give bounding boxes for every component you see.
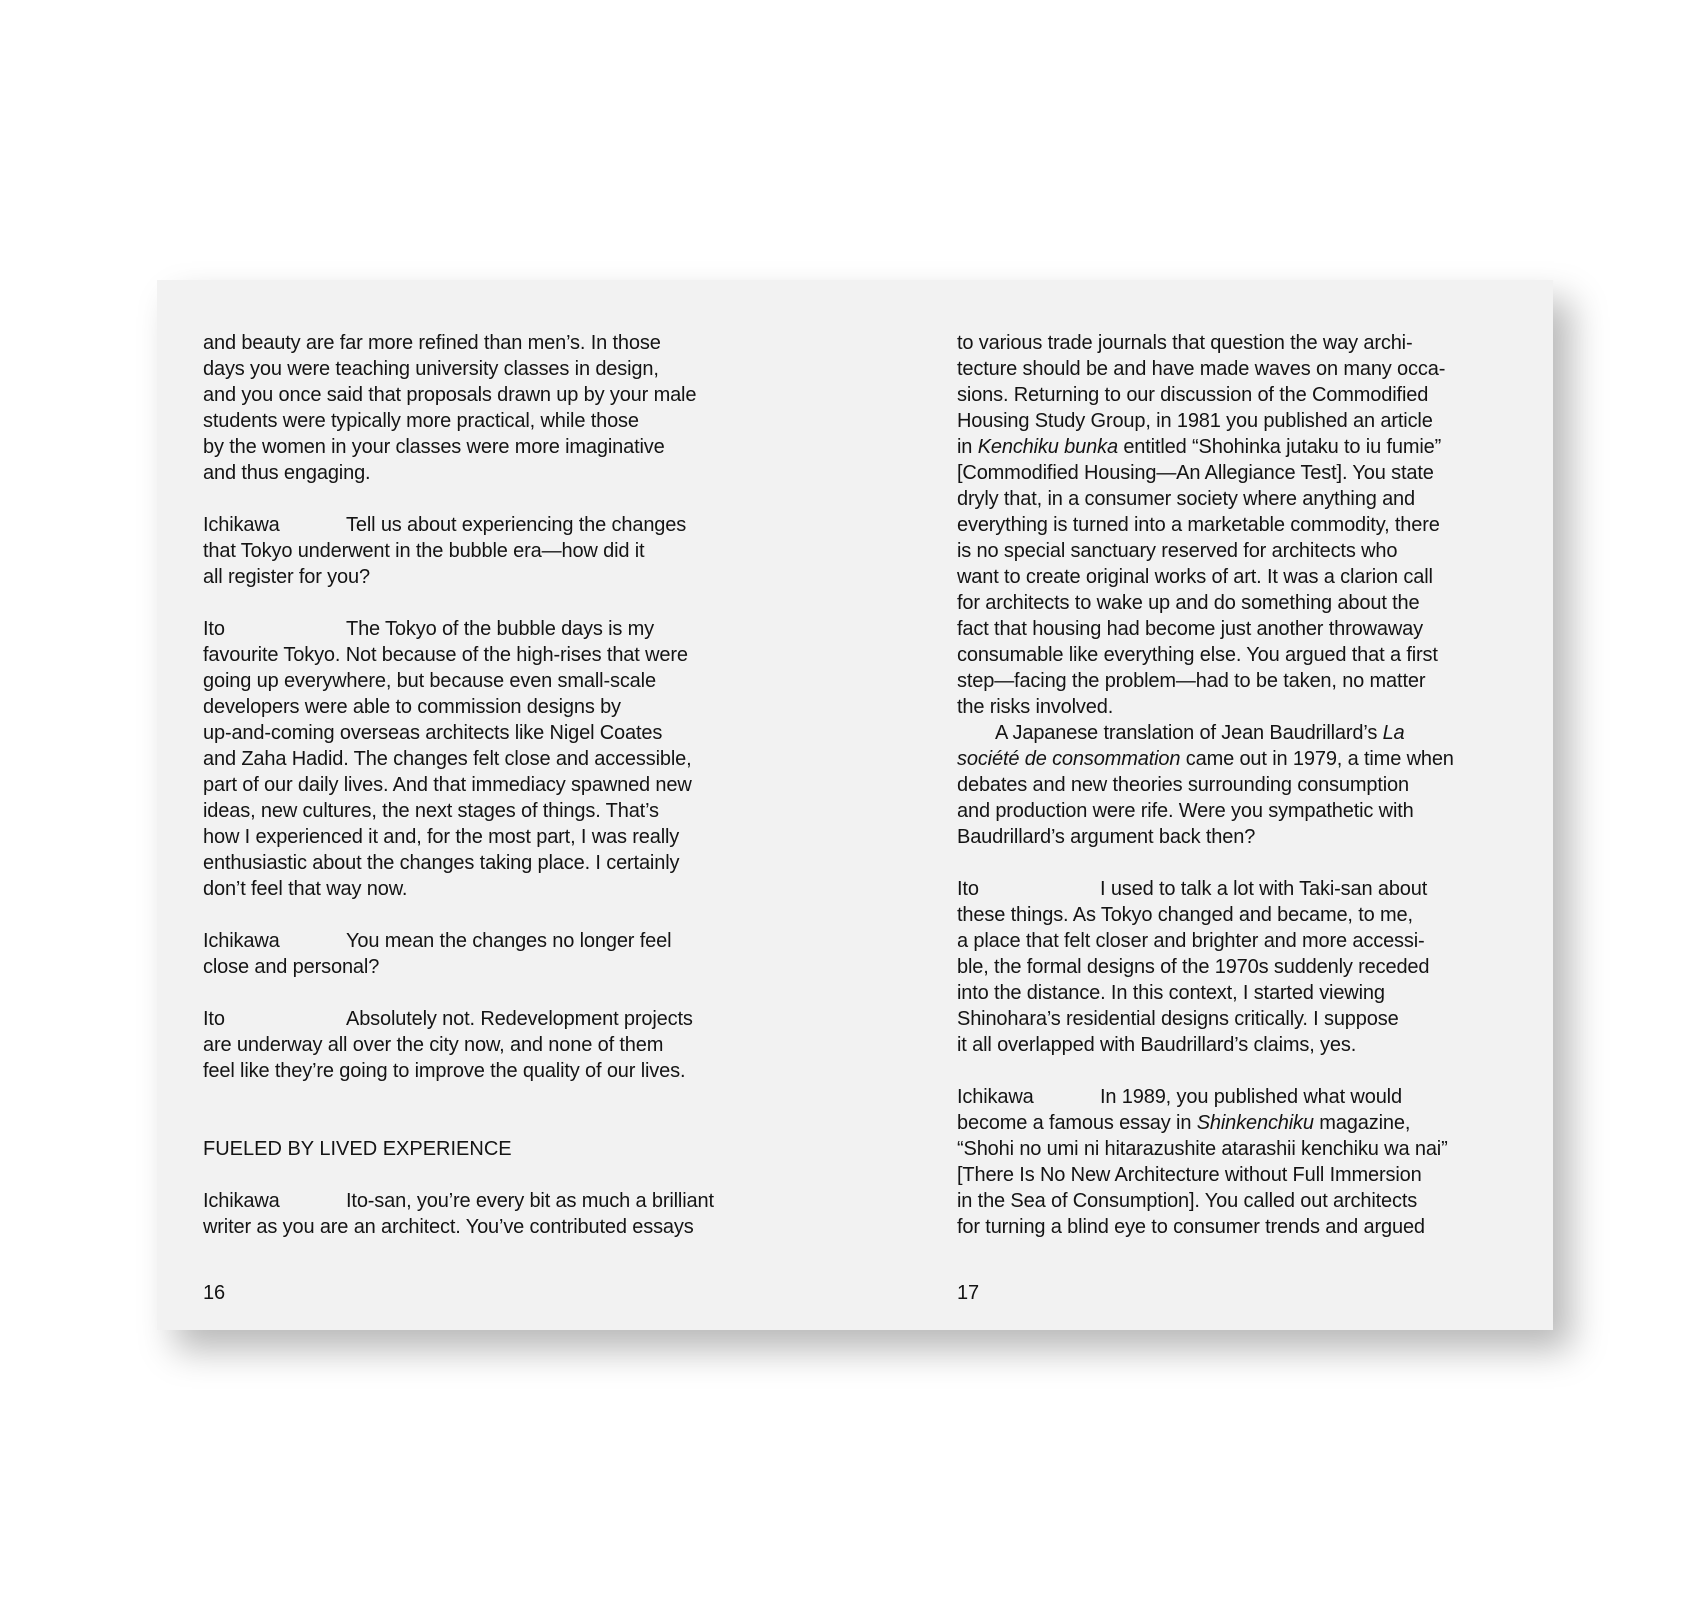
interview-question xyxy=(957,1084,1517,1240)
text-line: Baudrillard’s argument back then? xyxy=(957,826,1256,848)
speaker-name: Ichikawa xyxy=(203,514,280,536)
text-line: In 1989, you published what would xyxy=(1100,1086,1402,1108)
text-line: favourite Tokyo. Not because of the high-rises that were xyxy=(203,644,688,666)
text-line: You mean the changes no longer feel xyxy=(346,930,672,952)
text-line: fact that housing had become just another throwaway xyxy=(957,618,1423,640)
text-line: in the Sea of Consumption]. You called out architects xyxy=(957,1190,1418,1212)
text-line: The Tokyo of the bubble days is my xyxy=(346,618,655,640)
left-page xyxy=(203,330,763,1320)
text-line: dryly that, in a consumer society where anything and xyxy=(957,488,1416,510)
text-line: I used to talk a lot with Taki-san about xyxy=(1100,878,1428,900)
text-line: writer as you are an architect. You’ve contributed essays xyxy=(203,1216,694,1238)
text-line: it all overlapped with Baudrillard’s claims, yes. xyxy=(957,1034,1357,1056)
text-line: Housing Study Group, in 1981 you published an article xyxy=(957,410,1433,432)
section-heading: FUELED BY LIVED EXPERIENCE xyxy=(203,1138,512,1160)
text-line: Tell us about experiencing the changes xyxy=(346,514,687,536)
text-line: up-and-coming overseas architects like Nigel Coates xyxy=(203,722,663,744)
text-fragment: entitled “Shohinka jutaku to iu fumie” xyxy=(1117,436,1442,458)
text-line: that Tokyo underwent in the bubble era—how did it xyxy=(203,540,645,562)
question-paragraph xyxy=(957,330,1517,850)
text-line: developers were able to commission designs by xyxy=(203,696,621,718)
right-page xyxy=(957,330,1517,1320)
text-line: are underway all over the city now, and none of them xyxy=(203,1034,664,1056)
text-line: for turning a blind eye to consumer trends and argued xyxy=(957,1216,1425,1238)
text-line: and production were rife. Were you sympathetic with xyxy=(957,800,1414,822)
text-line: the risks involved. xyxy=(957,696,1114,718)
text-line: “Shohi no umi ni hitarazushite atarashii kenchiku wa nai” xyxy=(957,1138,1448,1160)
interview-answer xyxy=(957,876,1517,1058)
magazine-title: Shinkenchiku xyxy=(1196,1112,1314,1134)
text-line: feel like they’re going to improve the quality of our lives. xyxy=(203,1060,686,1082)
text-fragment: came out in 1979, a time when xyxy=(1180,748,1454,770)
text-line: by the women in your classes were more imaginative xyxy=(203,436,665,458)
text-line: and beauty are far more refined than men’s. In those xyxy=(203,332,661,354)
text-line: these things. As Tokyo changed and became, to me, xyxy=(957,904,1413,926)
book-title: société de consommation xyxy=(957,748,1181,770)
speaker-name: Ito xyxy=(203,1008,225,1030)
interview-question xyxy=(203,1188,763,1240)
text-line: debates and new theories surrounding consumption xyxy=(957,774,1409,796)
speaker-name: Ichikawa xyxy=(203,930,280,952)
text-line: all register for you? xyxy=(203,566,370,588)
interview-answer xyxy=(203,616,763,902)
text-line: going up everywhere, but because even small-scale xyxy=(203,670,656,692)
text-line: and you once said that proposals drawn up by your male xyxy=(203,384,697,406)
text-line: Shinohara’s residential designs critically. I suppose xyxy=(957,1008,1399,1030)
speaker-name: Ito xyxy=(203,618,225,640)
book-spread xyxy=(157,280,1553,1330)
text-line: don’t feel that way now. xyxy=(203,878,408,900)
text-line: to various trade journals that question the way archi- xyxy=(957,332,1413,354)
text-line: for architects to wake up and do something about the xyxy=(957,592,1420,614)
text-line: into the distance. In this context, I started viewing xyxy=(957,982,1385,1004)
text-line: students were typically more practical, while those xyxy=(203,410,639,432)
text-line: is no special sanctuary reserved for architects who xyxy=(957,540,1398,562)
speaker-name: Ichikawa xyxy=(957,1086,1034,1108)
text-line: how I experienced it and, for the most part, I was really xyxy=(203,826,680,848)
text-line: [There Is No New Architecture without Full Immersion xyxy=(957,1164,1422,1186)
text-fragment: in xyxy=(957,436,978,458)
text-line: and thus engaging. xyxy=(203,462,371,484)
text-line: step—facing the problem—had to be taken, no matter xyxy=(957,670,1426,692)
speaker-name: Ito xyxy=(957,878,979,900)
text-fragment: A Japanese translation of Jean Baudrillard’s xyxy=(995,722,1383,744)
page-number: 17 xyxy=(957,1282,979,1304)
interview-question xyxy=(203,928,763,980)
text-line: and Zaha Hadid. The changes felt close and accessible, xyxy=(203,748,692,770)
text-line: days you were teaching university classes in design, xyxy=(203,358,659,380)
text-line: ideas, new cultures, the next stages of things. That’s xyxy=(203,800,659,822)
text-line: consumable like everything else. You argued that a first xyxy=(957,644,1438,666)
journal-title: Kenchiku bunka xyxy=(977,436,1118,458)
text-fragment: become a famous essay in xyxy=(957,1112,1197,1134)
text-line: enthusiastic about the changes taking place. I certainly xyxy=(203,852,680,874)
text-line xyxy=(957,434,1517,460)
text-fragment: magazine, xyxy=(1313,1112,1411,1134)
text-line xyxy=(957,720,1517,746)
text-line: close and personal? xyxy=(203,956,380,978)
text-line: Absolutely not. Redevelopment projects xyxy=(346,1008,693,1030)
text-line: part of our daily lives. And that immediacy spawned new xyxy=(203,774,692,796)
interview-question xyxy=(203,512,763,590)
text-line xyxy=(957,1110,1517,1136)
book-title: La xyxy=(1382,722,1405,744)
text-line: [Commodified Housing—An Allegiance Test]. You state xyxy=(957,462,1434,484)
page-number: 16 xyxy=(203,1282,225,1304)
text-line: a place that felt closer and brighter and more accessi- xyxy=(957,930,1425,952)
text-line: Ito-san, you’re every bit as much a brilliant xyxy=(346,1190,714,1212)
text-line: sions. Returning to our discussion of the Commodified xyxy=(957,384,1429,406)
intro-paragraph xyxy=(203,330,763,486)
text-line: everything is turned into a marketable commodity, there xyxy=(957,514,1440,536)
text-line: tecture should be and have made waves on many occa- xyxy=(957,358,1446,380)
text-line: ble, the formal designs of the 1970s suddenly receded xyxy=(957,956,1430,978)
text-line: want to create original works of art. It was a clarion call xyxy=(957,566,1433,588)
interview-answer xyxy=(203,1006,763,1084)
text-line xyxy=(957,746,1517,772)
speaker-name: Ichikawa xyxy=(203,1190,280,1212)
